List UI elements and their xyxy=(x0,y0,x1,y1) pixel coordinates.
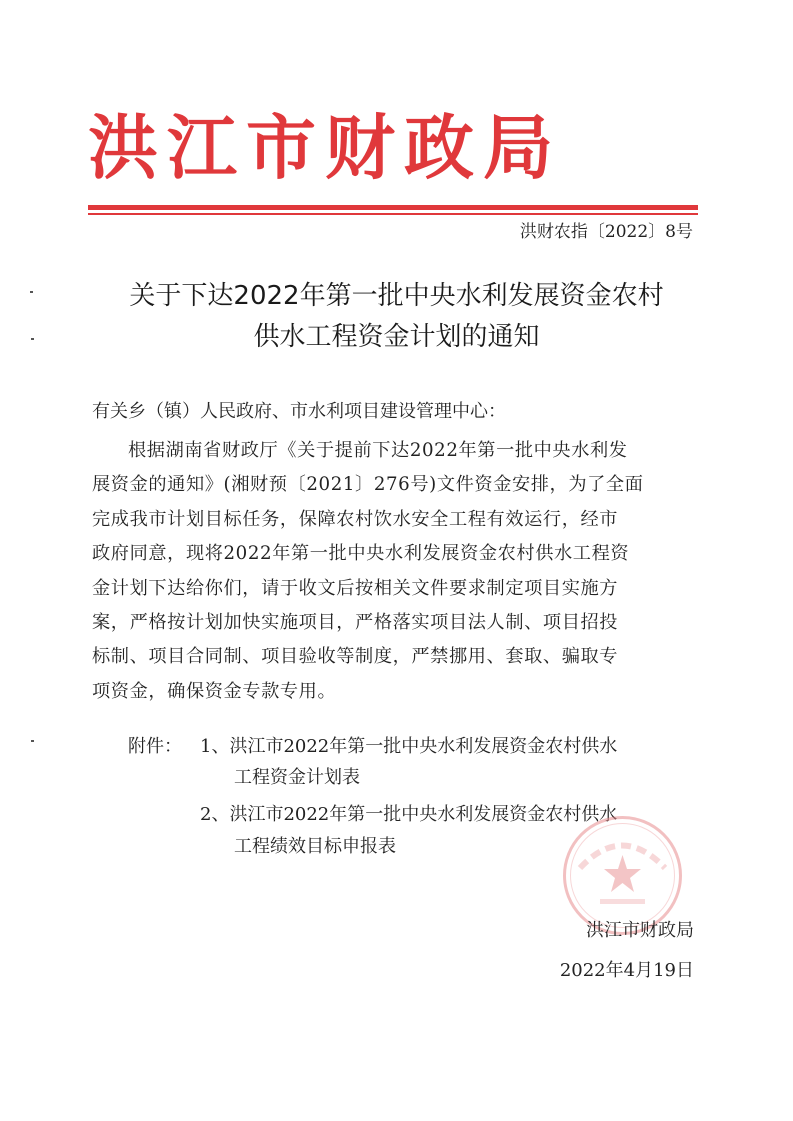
signature-org: 洪江市财政局 xyxy=(586,920,694,941)
body-line: 案，严格按计划加快实施项目，严格落实项目法人制、项目招投 xyxy=(92,612,619,634)
attachment-item-1: 1、洪江市2022年第一批中央水利发展资金农村供水 xyxy=(200,736,618,757)
signature-date: 2022年4月19日 xyxy=(559,960,694,981)
body-line: 展资金的通知》(湘财预〔2021〕276号)文件资金安排，为了全面 xyxy=(92,474,644,496)
title-line: 关于下达2022年第一批中央水利发展资金农村 xyxy=(129,281,664,311)
attachment-item-1-cont: 工程资金计划表 xyxy=(234,767,360,788)
attachment-label: 附件： xyxy=(128,736,182,757)
title-line: 供水工程资金计划的通知 xyxy=(253,322,540,352)
document-number: 洪财农指〔2022〕8号 xyxy=(519,222,693,242)
body-line: 政府同意，现将2022年第一批中央水利发展资金农村供水工程资 xyxy=(92,543,630,565)
body-line: 金计划下达给你们，请于收文后按相关文件要求制定项目实施方 xyxy=(92,577,619,599)
red-rule-thin xyxy=(88,213,698,215)
addressee-line: 有关乡（镇）人民政府、市水利项目建设管理中心： xyxy=(92,401,506,422)
body-paragraph xyxy=(92,434,698,709)
body-line: 完成我市计划目标任务，保障农村饮水安全工程有效运行，经市 xyxy=(92,508,619,530)
body-line: 标制、项目合同制、项目验收等制度，严禁挪用、套取、骗取专 xyxy=(92,646,619,668)
attachment-item-2-cont: 工程绩效目标申报表 xyxy=(234,836,396,857)
red-rule-thick xyxy=(88,205,698,210)
document-title xyxy=(60,276,733,358)
scan-speck xyxy=(30,291,33,293)
scan-speck xyxy=(31,740,34,742)
scan-speck xyxy=(31,338,34,340)
body-line: 项资金，确保资金专款专用。 xyxy=(92,680,337,702)
org-name-header: 洪江市财政局 xyxy=(88,106,562,189)
attachment-item-2: 2、洪江市2022年第一批中央水利发展资金农村供水 xyxy=(200,804,618,825)
body-line: 根据湖南省财政厅《关于提前下达2022年第一批中央水利发 xyxy=(128,440,628,461)
